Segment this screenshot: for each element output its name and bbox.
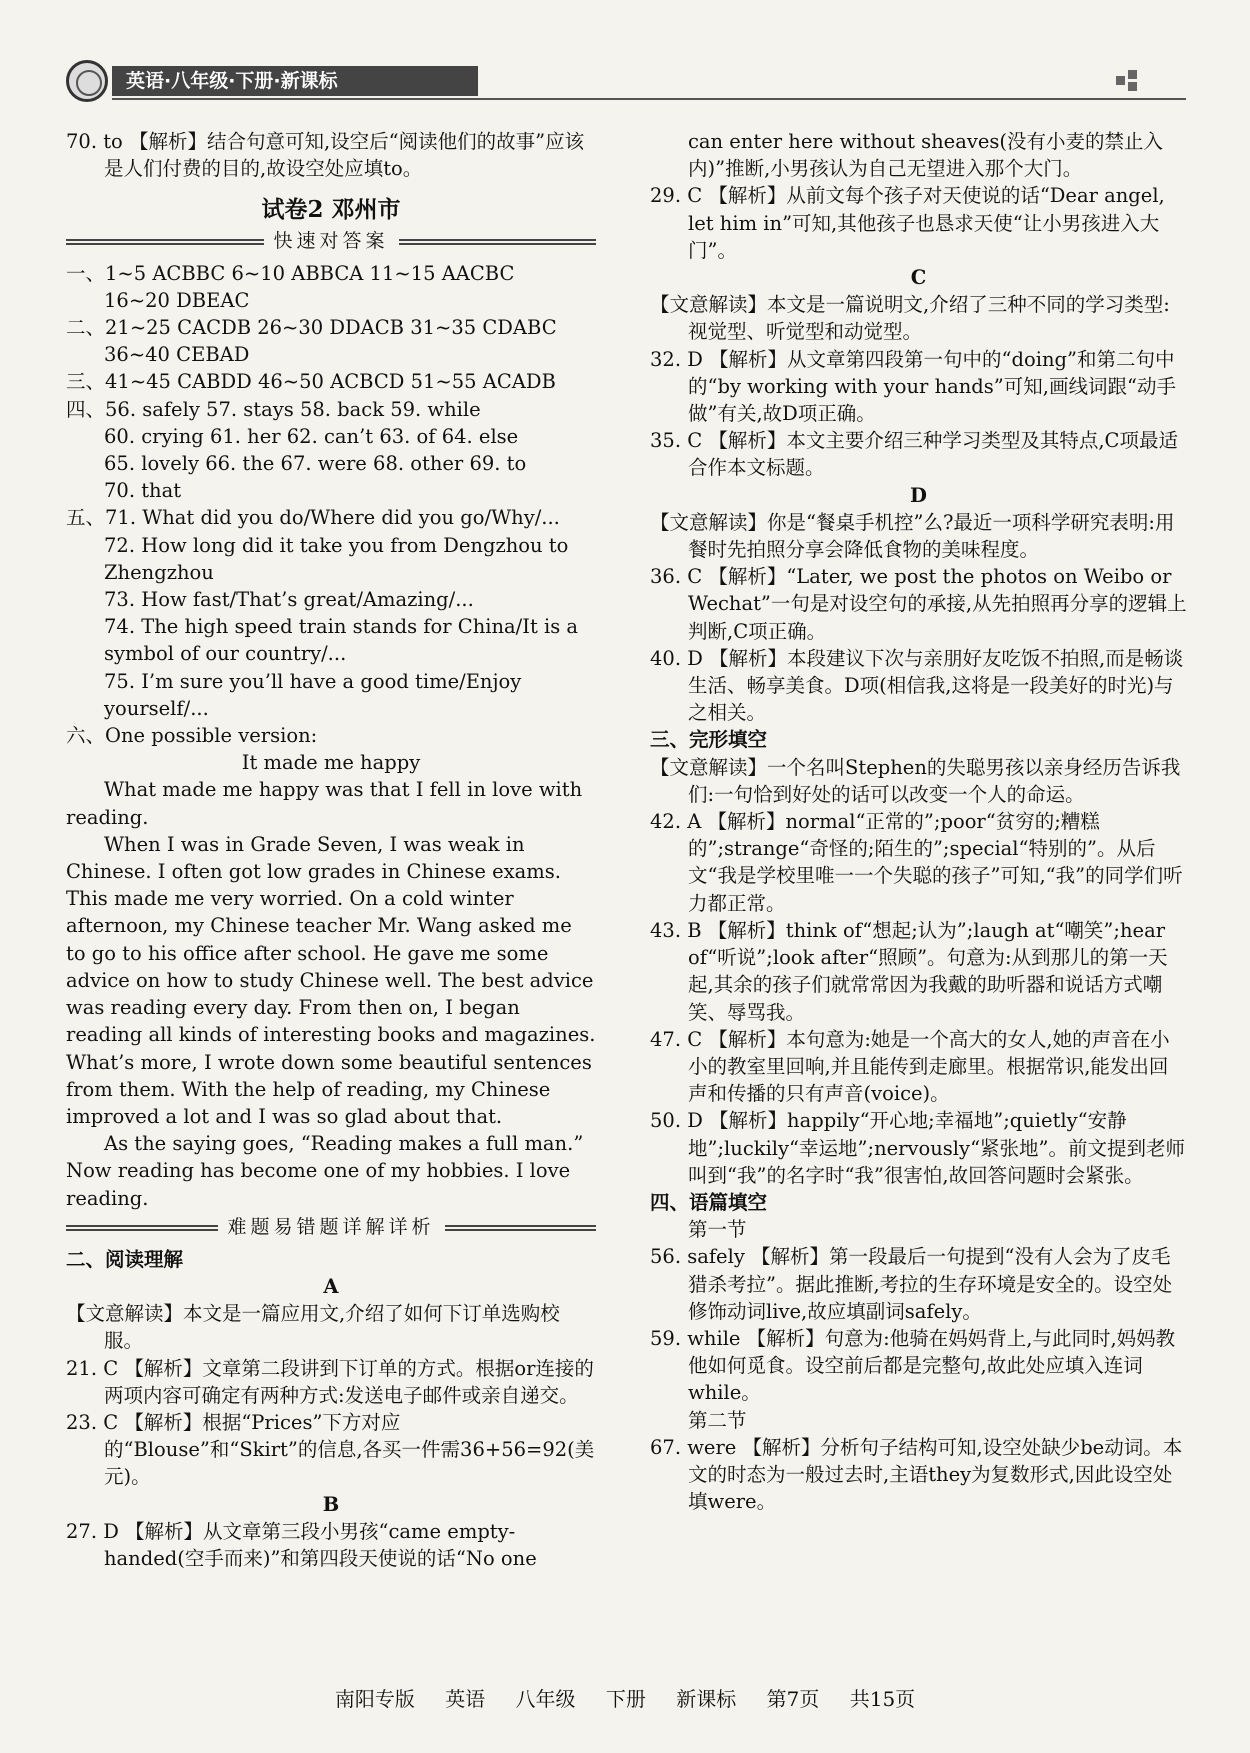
answers-part1: 一、1~5 ACBBC 6~10 ABBCA 11~15 AACBC	[66, 261, 515, 285]
answers-part4c: 65. lovely 66. the 67. were 68. other 69. to	[104, 452, 527, 476]
passage-label: C	[910, 266, 927, 290]
footer-curriculum: 新课标	[676, 1687, 737, 1711]
explanation-27: 27. D 【解析】从文章第三段小男孩“came empty-handed(空手而来)”和第四段天使说的话“No one	[66, 1519, 537, 1570]
passage-summary: 【文意解读】本文是一篇应用文,介绍了如何下订单选购校服。	[66, 1302, 560, 1353]
detailed-analysis-banner	[66, 1214, 596, 1242]
footer-page-total: 共15页	[849, 1687, 916, 1711]
writing-heading: 六、One possible version:	[66, 724, 318, 748]
header-square-3	[1128, 82, 1137, 91]
essay-paragraph: As the saying goes, “Reading makes a full man.” Now reading has become one of my hobbies. I love reading.	[66, 1132, 584, 1210]
explanation-50: 50. D 【解析】happily“开心地;幸福地”;quietly“安静地”;luckily“幸运地”;nervously“紧张地”。前文提到老师叫到“我”的名字时“我”很害怕,故回答问题时会紧张。	[650, 1109, 1186, 1187]
explanation-36: 36. C 【解析】“Later, we post the photos on Weibo or Wechat”一句是对设空句的承接,从先拍照再分享的逻辑上判断,C项正确。	[650, 565, 1187, 643]
header-rule	[112, 98, 1186, 100]
explanation-47: 47. C 【解析】本句意为:她是一个高大的女人,她的声音在小小的教室里回响,并且能传到走廊里。根据常识,能发出回声和传播的只有声音(voice)。	[650, 1027, 1170, 1106]
header-square-1	[1116, 76, 1125, 85]
section-heading: 四、语篇填空	[650, 1190, 768, 1214]
section-heading: 二、阅读理解	[66, 1247, 184, 1271]
exam-title: 试卷2 邓州市	[261, 196, 401, 224]
explanation-59: 59. while 【解析】句意为:他骑在妈妈背上,与此同时,妈妈教他如何觅食。设空前后都是完整句,故此处应填入连词while。	[650, 1326, 1176, 1405]
part-label: 第二节	[688, 1408, 747, 1432]
answer-73: 73. How fast/That’s great/Amazing/...	[104, 588, 474, 612]
answer-71: 五、71. What did you do/Where did you go/Why/...	[66, 506, 560, 530]
explanation-40: 40. D 【解析】本段建议下次与亲朋好友吃饭不拍照,而是畅谈生活、畅享美食。D项(相信我,这将是一段美好的时光)与之相关。	[650, 646, 1184, 725]
section-heading: 三、完形填空	[650, 728, 768, 752]
answers-part4: 四、56. safely 57. stays 58. back 59. while	[66, 397, 481, 421]
page-header	[66, 60, 1186, 104]
passage-summary: 【文意解读】一个名叫Stephen的失聪男孩以亲身经历告诉我们:一句恰到好处的话可以改变一个人的命运。	[650, 755, 1181, 806]
answers-part2b: 36~40 CEBAD	[104, 343, 250, 367]
explanation-56: 56. safely 【解析】第一段最后一句提到“没有人会为了皮毛猎杀考拉”。据此推断,考拉的生存环境是安全的。设空处修饰动词live,故应填副词safely。	[650, 1245, 1173, 1323]
passage-label: A	[323, 1274, 339, 1298]
answers-part3: 三、41~45 CABDD 46~50 ACBCD 51~55 ACADB	[66, 370, 556, 394]
explanation-32: 32. D 【解析】从文章第四段第一句中的“doing”和第二句中的“by working with your hands”可知,画线词跟“动手做”有关,故D项正确。	[650, 347, 1176, 426]
explanation-67: 67. were 【解析】分析句子结构可知,设空处缺少be动词。本文的时态为一般过去时,主语they为复数形式,因此设空处填were。	[650, 1435, 1183, 1514]
footer-page-number: 第7页	[766, 1687, 820, 1711]
answers-part4d: 70. that	[104, 479, 182, 503]
quick-answers-banner	[66, 228, 596, 256]
left-column	[66, 128, 596, 1572]
answers-part2: 二、21~25 CACDB 26~30 DDACB 31~35 CDABC	[66, 316, 557, 340]
passage-summary: 【文意解读】你是“餐桌手机控”么?最近一项科学研究表明:用餐时先拍照分享会降低食物的美味程度。	[650, 510, 1175, 562]
answers-part1b: 16~20 DBEAC	[104, 288, 250, 312]
explanation-21: 21. C 【解析】文章第二段讲到下订单的方式。根据or连接的两项内容可确定有两种方式:发送电子邮件或亲自递交。	[66, 1356, 594, 1407]
footer-grade: 八年级	[515, 1687, 576, 1711]
page-footer	[0, 1683, 1250, 1712]
publisher-logo	[66, 60, 108, 102]
answer-72: 72. How long did it take you from Dengzhou to Zhengzhou	[104, 533, 569, 584]
passage-summary: 【文意解读】本文是一篇说明文,介绍了三种不同的学习类型:视觉型、听觉型和动觉型。	[650, 293, 1170, 344]
header-square-2	[1128, 70, 1137, 79]
answers-part4b: 60. crying 61. her 62. can’t 63. of 64. else	[104, 424, 519, 448]
answer-75: 75. I’m sure you’ll have a good time/Enjoy yourself/...	[104, 669, 522, 720]
footer-subject: 英语	[445, 1687, 486, 1711]
explanation-43: 43. B 【解析】think of“想起;认为”;laugh at“嘲笑”;hear of“听说”;look after“照顾”。句意为:从到那儿的第一天起,其余的孩子们就常常因为我戴的助听器和说话方式嘲笑、辱骂我。	[650, 918, 1168, 1024]
passage-label: D	[910, 483, 927, 507]
banner-label: 难题易错题详解详析	[227, 1216, 435, 1239]
footer-edition: 南阳专版	[334, 1687, 415, 1711]
explanation-42: 42. A 【解析】normal“正常的”;poor“贫穷的;糟糕的”;strange“奇怪的;陌生的”;special“特别的”。从后文“我是学校里唯一一个失聪的孩子”可知,“我”的同学们听力都正常。	[650, 810, 1183, 915]
explanation-29: 29. C 【解析】从前文每个孩子对天使说的话“Dear angel, let him in”可知,其他孩子也恳求天使“让小男孩进入大门”。	[650, 184, 1165, 262]
essay-paragraph: When I was in Grade Seven, I was weak in Chinese. I often got low grades in Chinese exams. This made me very worried. On a cold winter afternoon, my Chinese teacher Mr. Wang asked me to go to his office after school. He gave me some advice on how to study Chinese well. The best advice was reading every day. From then on, I began reading all kinds of interesting books and magazines. What’s more, I wrote down some beautiful sentences from them. With the help of reading, my Chinese improved a lot and I was so glad about that.	[66, 832, 596, 1128]
explanation-23: 23. C 【解析】根据“Prices”下方对应的“Blouse”和“Skirt”的信息,各买一件需36+56=92(美元)。	[66, 1410, 595, 1489]
passage-label: B	[322, 1492, 340, 1516]
banner-label: 快速对答案	[273, 230, 389, 252]
footer-volume: 下册	[605, 1687, 646, 1711]
right-column	[650, 128, 1187, 1515]
header-title: 英语·八年级·下册·新课标	[112, 66, 478, 96]
answer-74: 74. The high speed train stands for China/It is a symbol of our country/...	[104, 615, 579, 666]
explanation-35: 35. C 【解析】本文主要介绍三种学习类型及其特点,C项最适合作本文标题。	[650, 429, 1178, 480]
answer-70: 70. to 【解析】结合句意可知,设空后“阅读他们的故事”应该是人们付费的目的,故设空处应填to。	[66, 130, 585, 181]
explanation-27-cont: can enter here without sheaves(没有小麦的禁止入内)”推断,小男孩认为自己无望进入那个大门。	[688, 130, 1164, 181]
part-label: 第一节	[688, 1218, 747, 1242]
essay-title: It made me happy	[241, 751, 421, 775]
essay-paragraph: What made me happy was that I fell in love with reading.	[66, 778, 583, 829]
